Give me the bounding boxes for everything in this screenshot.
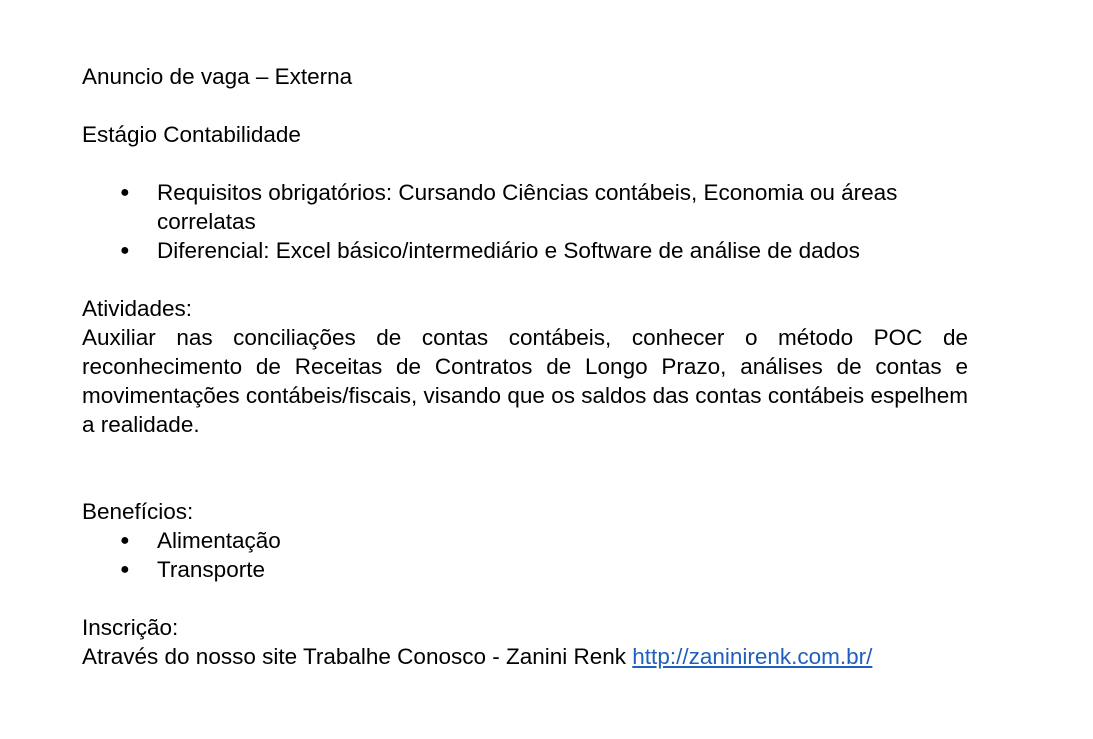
signup-line bbox=[82, 642, 968, 671]
document-title: Anuncio de vaga – Externa bbox=[82, 64, 353, 89]
benefits-heading: Benefícios: bbox=[82, 499, 194, 524]
list-item bbox=[82, 236, 968, 265]
activities-heading: Atividades: bbox=[82, 296, 193, 321]
bullet-icon: ● bbox=[120, 184, 130, 201]
signup-heading: Inscrição: bbox=[82, 615, 179, 640]
position-title: Estágio Contabilidade bbox=[82, 122, 301, 147]
activities-paragraph: Auxiliar nas conciliações de contas contábeis, conhecer o método POC de reconhecimento de Receitas de Contratos de Longo Prazo, análises de contas e movimentações contábeis/fiscais, visando que os saldos das contas contábeis espelhem a realidade. bbox=[82, 325, 968, 437]
benefit-text: Alimentação bbox=[157, 528, 281, 553]
benefit-text: Transporte bbox=[157, 557, 265, 582]
requirement-text: Diferencial: Excel básico/intermediário e Software de análise de dados bbox=[157, 238, 860, 263]
signup-text: Através do nosso site Trabalhe Conosco - Zanini Renk bbox=[82, 644, 633, 669]
list-item bbox=[82, 555, 968, 584]
list-item bbox=[82, 526, 968, 555]
list-item bbox=[82, 178, 987, 236]
bullet-icon: ● bbox=[120, 242, 130, 259]
bullet-icon: ● bbox=[120, 561, 130, 578]
requirement-text: Requisitos obrigatórios: Cursando Ciências contábeis, Economia ou áreas correlatas bbox=[157, 180, 898, 234]
requirements-list bbox=[82, 178, 968, 265]
document-body bbox=[82, 62, 968, 671]
bullet-icon: ● bbox=[120, 532, 130, 549]
benefits-list bbox=[82, 526, 968, 584]
company-website-link[interactable]: http://zaninirenk.com.br/ bbox=[632, 644, 873, 669]
